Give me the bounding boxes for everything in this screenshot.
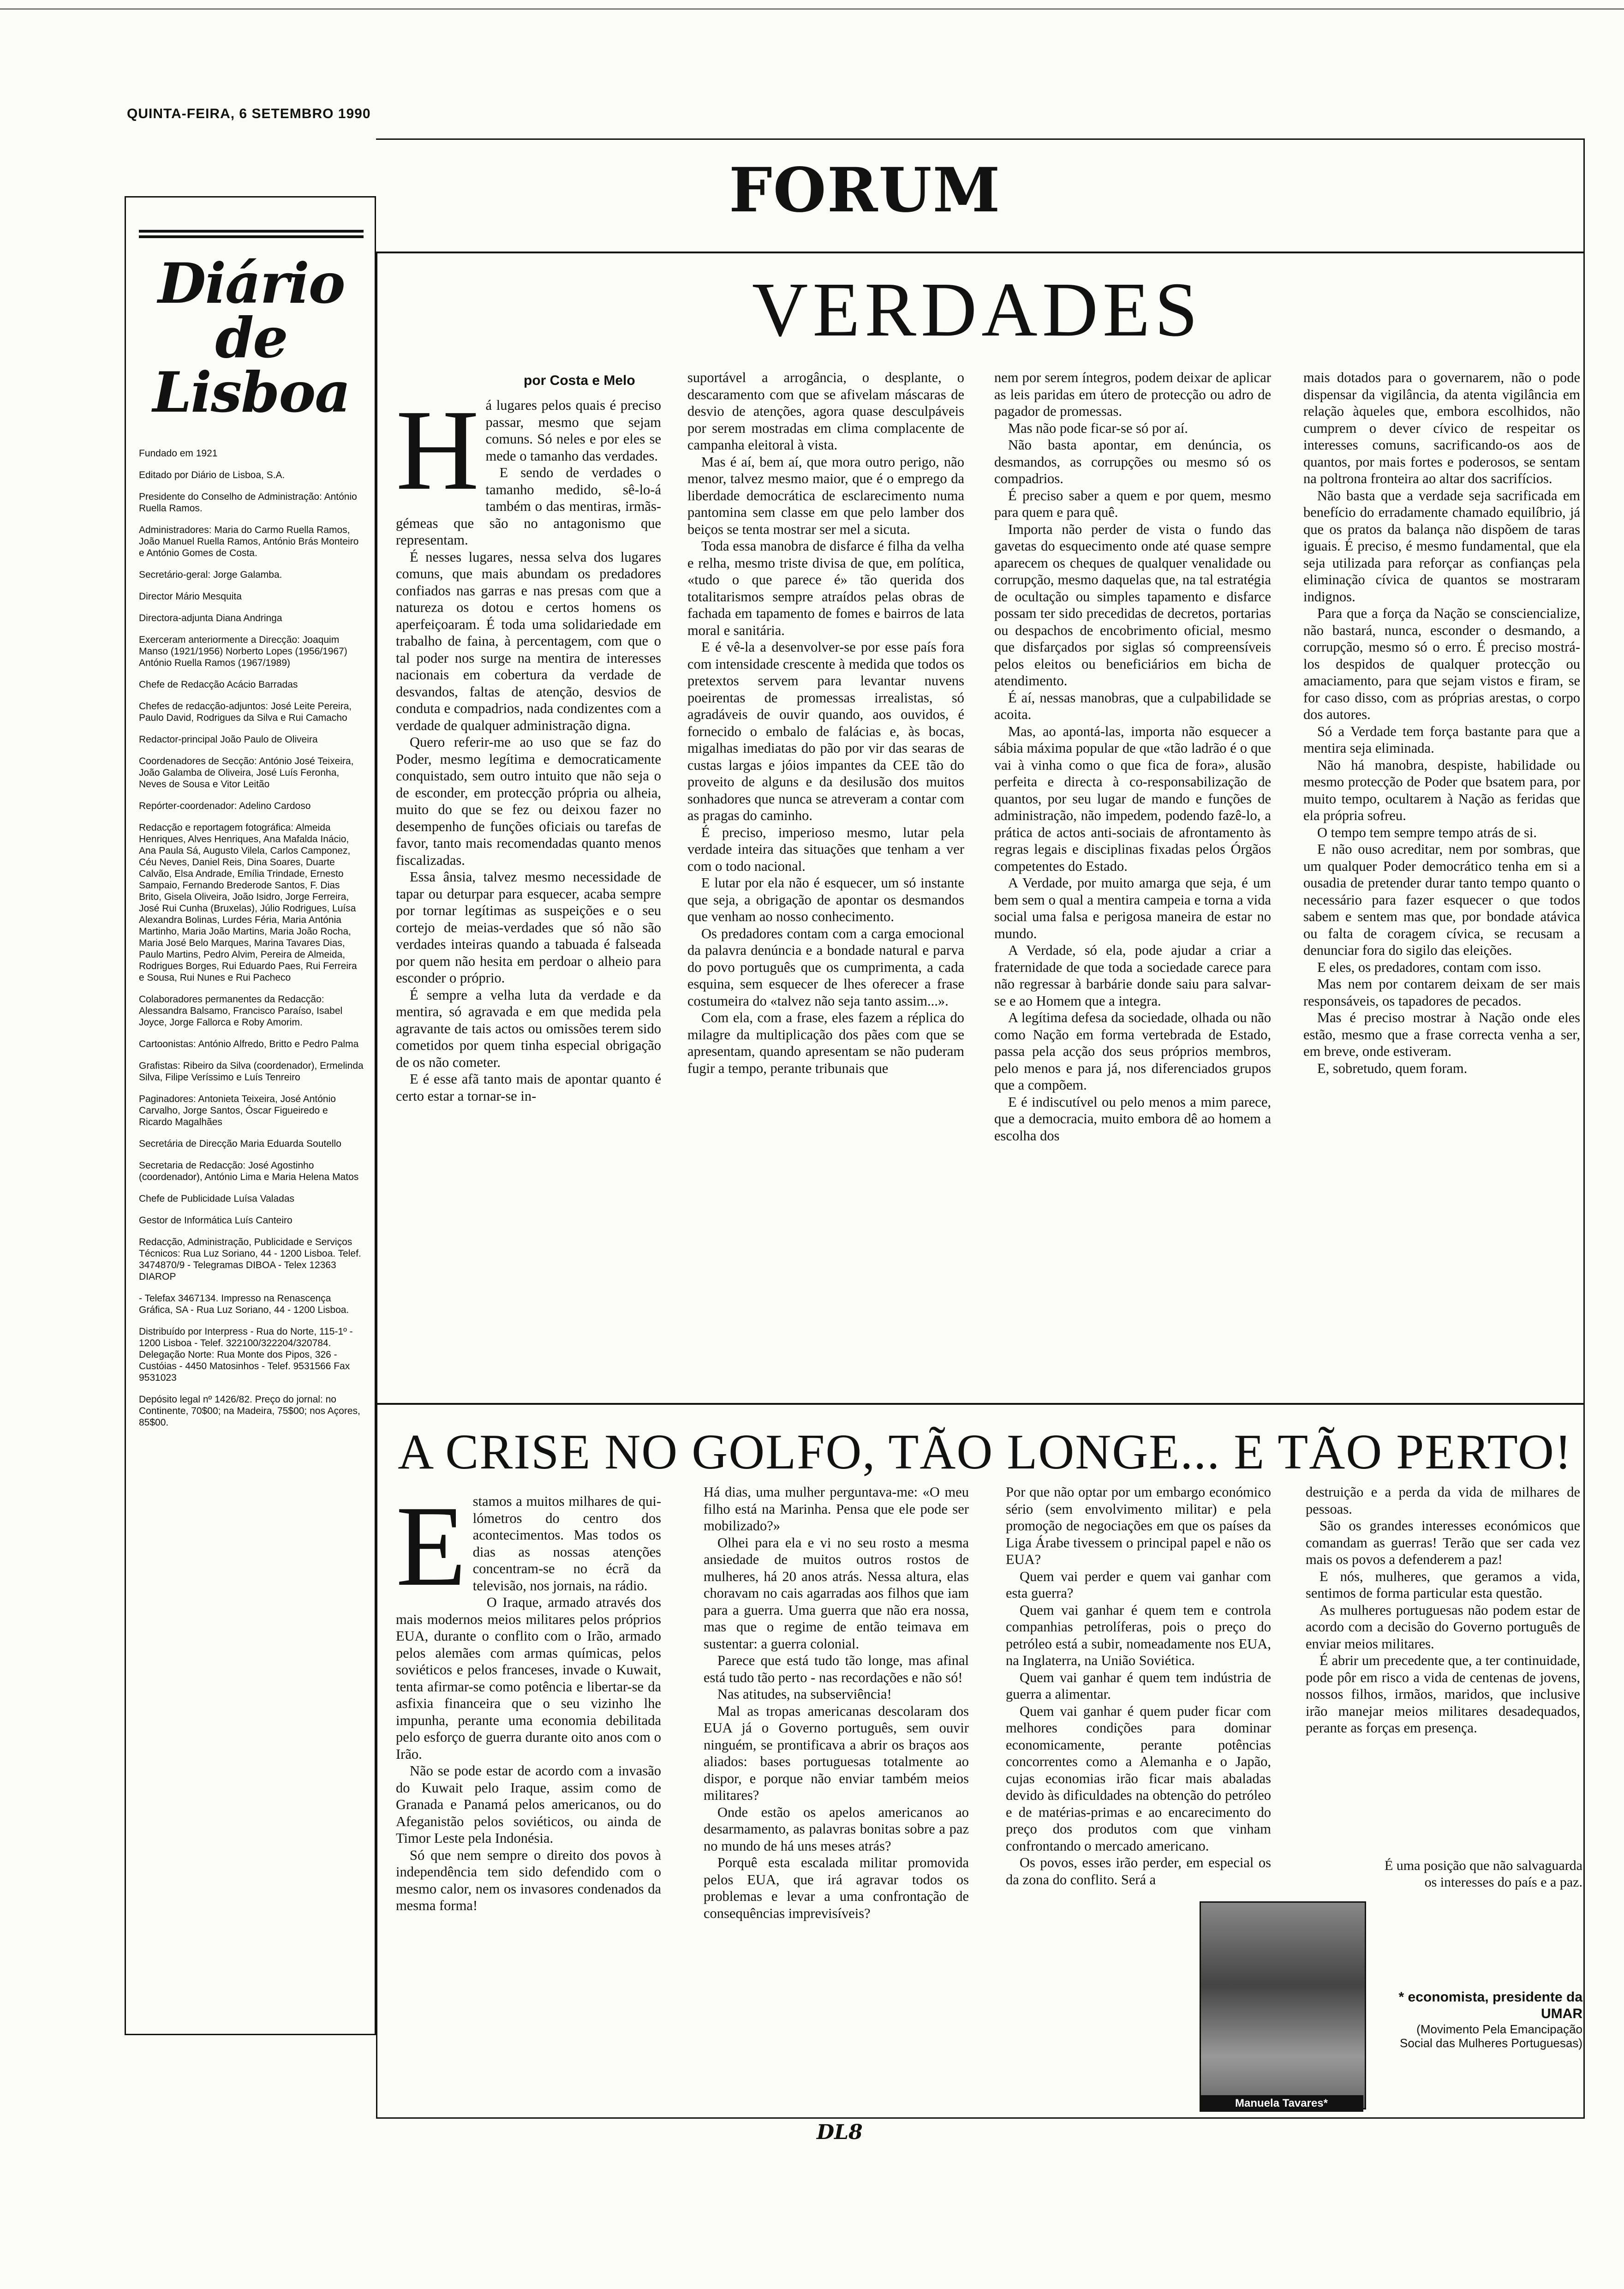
- paragraph: É aí, nessas manobras, que a culpabilidade se acoita.: [994, 689, 1271, 722]
- paragraph: Só que nem sempre o direito dos povos à independência tem sido defendido com o mesmo calor, nem os invasores condenados da mesma forma!: [396, 1847, 661, 1913]
- paragraph: A legítima defesa da sociedade, olhada ou não como Nação em forma vertebrada de Estado, passa pela acção dos seus próprios membros, pelo menos e para já, nos diferenciados grupos que a compõem.: [994, 1010, 1271, 1093]
- paragraph: nem por serem íntegros, podem deixar de aplicar as leis paridas em útero de protecção ou adro de pagador de promessas.: [994, 370, 1271, 419]
- article1-column-4: [1303, 369, 1580, 1077]
- paragraph: Quem vai ganhar é quem puder ficar com melhores condições para dominar economicamente, perante potências concorrentes como a Alemanha e o Japão, cujas economias irão ficar mais abaladas devido às dificuldades na obtenção do petróleo e de matérias-primas e ao encarecimento do preço dos produtos com que vinham confrontando o mercado americano.: [1006, 1703, 1271, 1854]
- article2-column-4: [1306, 1484, 1580, 1737]
- paragraph: mais dotados para o governarem, não o pode dispensar da vigilância, da atenta vigilância em relação àqueles que, embora escolhidos, não cumprem o dever cívico de respeitar os interesses comuns, sacrificando-os aos de quantos, por mais fortes e poderosos, se sentam na poltrona fronteira ao altar dos sacrifícios.: [1303, 370, 1580, 486]
- article1-byline: por Costa e Melo: [524, 373, 635, 388]
- masthead-staff-list: [139, 448, 364, 1428]
- article2-dropcap: E: [396, 1482, 466, 1610]
- newspaper-logo: Diário de Lisboa: [152, 251, 350, 425]
- masthead-line: Depósito legal nº 1426/82. Preço do jornal: no Continente, 70$00; na Madeira, 75$00; nos Açores, 85$00.: [139, 1394, 360, 1428]
- paragraph: á lugares pelos quais é preciso passar, mesmo que sejam comuns. Só neles e por eles se mede o tamanho das verdades.: [485, 397, 661, 464]
- article2-column-3: [1006, 1484, 1271, 1888]
- paragraph: Mas nem por contarem deixam de ser mais responsáveis, os tapadores de pecados.: [1303, 976, 1580, 1009]
- paragraph: As mulheres portuguesas não podem estar de acordo com a decisão do Governo português de enviar meios militares.: [1306, 1602, 1580, 1652]
- author-photo-caption: Manuela Tavares*: [1200, 2095, 1363, 2112]
- paragraph: E sendo de verdades o tamanho medido, sê-lo-á também o das mentiras, irmãs-gémeas que são no antagonismo que representam.: [396, 465, 661, 548]
- paragraph: Mas é preciso mostrar à Nação onde eles estão, mesmo que a frase correcta venha a ser, em breve, onde estiveram.: [1303, 1010, 1580, 1059]
- masthead-line: Editado por Diário de Lisboa, S.A.: [139, 470, 285, 480]
- author-note: [1384, 1989, 1582, 2050]
- masthead: [125, 196, 376, 2035]
- article-divider: [376, 1403, 1585, 1405]
- paragraph: Olhei para ela e vi no seu rosto a mesma ansiedade de muitos outros rostos de mulheres, há 20 anos atrás. Nessa altura, elas choravam no cais agarradas aos filhos que iam para a guerra. Uma guerra que não era nossa, mas que o regime de então teimava em sustentar: a guerra colonial.: [704, 1534, 969, 1652]
- masthead-line: Directora-adjunta Diana Andringa: [139, 613, 282, 623]
- masthead-line: Paginadores: Antonieta Teixeira, José António Carvalho, Jorge Santos, Óscar Figueiredo e Ricardo Magalhães: [139, 1094, 336, 1127]
- masthead-line: Redacção, Administração, Publicidade e Serviços Técnicos: Rua Luz Soriano, 44 - 1200 Lisboa. Telef. 3474870/9 - Telegramas DIBOA - Telex 12363 DIAROP: [139, 1237, 361, 1282]
- paragraph: E não ouso acreditar, nem por sombras, que um qualquer Poder democrático tenha em si a ousadia de pretender durar tanto tempo quanto o necessário para fazer esquecer o que todos sabem e sentem mas que, por bondade atávica ou falta de coragem cívica, se recusam a denunciar fora do sigilo das eleições.: [1303, 841, 1580, 958]
- paragraph: E nós, mulheres, que geramos a vida, sentimos de forma particular esta questão.: [1306, 1568, 1580, 1601]
- masthead-line: Gestor de Informática Luís Canteiro: [139, 1215, 293, 1226]
- paragraph: Onde estão os apelos americanos ao desarmamento, as palavras bonitas sobre a paz no mundo de há uns meses atrás?: [704, 1804, 969, 1854]
- author-photo: [1200, 1901, 1366, 2109]
- masthead-line: Grafistas: Ribeiro da Silva (coordenador), Ermelinda Silva, Filipe Veríssimo e Luís Tenreiro: [139, 1061, 364, 1083]
- paragraph: O Iraque, armado através dos mais modernos meios militares pelos próprios EUA, durante o conflito com o Irão, armado pelos alemães com armas químicas, pelos soviéticos e pelos franceses, invade o Kuwait, tenta afirmar-se como potência e libertar-se da asfixia financeira que o seu vizinho lhe impunha, perante uma economia debilitada pelo esforço de guerra durante oito anos com o Irão.: [396, 1594, 661, 1762]
- masthead-rule: [139, 230, 364, 233]
- paragraph: São os grandes interesses económicos que comandam as guerras! Terão que ser cada vez mais os povos a defenderem a paz!: [1306, 1518, 1580, 1567]
- paragraph: Não há manobra, despiste, habilidade ou mesmo protecção de Poder que bsatem para, por muito tempo, ocultarem à Nação as feridas que ela própria sofreu.: [1303, 757, 1580, 823]
- paragraph: E, sobretudo, quem foram.: [1317, 1060, 1468, 1076]
- paragraph: É preciso, imperioso mesmo, lutar pela verdade inteira das situações que tenham a ver com o todo nacional.: [687, 824, 964, 874]
- paragraph: O tempo tem sempre tempo atrás de si.: [1317, 824, 1537, 840]
- masthead-line: Presidente do Conselho de Administração: António Ruella Ramos.: [139, 491, 357, 514]
- paragraph: Há dias, uma mulher perguntava-me: «O meu filho está na Marinha. Pensa que ele pode ser mobilizado?»: [704, 1484, 969, 1534]
- masthead-line: Redactor-principal João Paulo de Oliveira: [139, 734, 318, 745]
- paragraph: Quem vai ganhar é quem tem e controla companhias petrolíferas, pois o preço do petróleo está a subir, nomeadamente nos EUA, na Inglaterra, na União Soviética.: [1006, 1602, 1271, 1668]
- section-title: FORUM: [729, 155, 1001, 226]
- paragraph: Para que a força da Nação se consciencialize, não bastará, nunca, esconder o desmando, a corrupção, mesmo só o erro. É preciso mostrá-los despidos de qualquer protecção ou amaciamento, para que sejam vistos e firam, se for caso disso, com as próprias arestas, o corpo dos autores.: [1303, 605, 1580, 722]
- paragraph: Essa ânsia, talvez mesmo necessidade de tapar ou deturpar para esquecer, acaba sempre por tornar legítimas as suspeições e o seu cortejo de meias-verdades que só não são verdades inteiras quando a tabuada é falseada por quem não hesita em perdoar o alheio para esconder o próprio.: [396, 869, 661, 986]
- paragraph: suportável a arrogância, o desplante, o descaramento com que se afivelam máscaras de desvio de atenções, agora quase desculpáveis por serem mostradas em clima complacente de campanha eleitoral à vista.: [687, 370, 964, 453]
- paragraph: É nesses lugares, nessa selva dos lugares comuns, que mais abundam os predadores confiados nas garras e nas presas com que a natureza os dotou e certos homens os aperfeiçoaram. É toda uma solidariedade em trabalho de faina, à percentagem, com que o tal poder nos surge na mentira de interesses nacionais em cobertura da verdade de desvandos, faltas de atenção, desvios de conduta e compadrios, nada condizentes com a verdade de qualquer administração digna.: [396, 549, 661, 733]
- paragraph: stamos a muitos milhares de qui-lómetros do centro dos acontecimentos. Mas todos os dias as nossas atenções concentram-se no écrã da televisão, nos jornais, na rádio.: [472, 1493, 661, 1594]
- paragraph: Os predadores contam com a carga emocional da palavra denúncia e a bondade natural e parva do povo português que os cumprimenta, a cada esquina, sem esquecer de lhes oferecer a frase costumeira do «talvez não seja tanto assim...».: [687, 925, 964, 1009]
- article2-column-2: [704, 1484, 969, 1922]
- masthead-line: Coordenadores de Secção: António José Teixeira, João Galamba de Oliveira, José Luís Feronha, Neves de Sousa e Vitor Leitão: [139, 756, 354, 790]
- paragraph: A Verdade, por muito amarga que seja, é um bem sem o qual a mentira campeia e torna a vida social uma falsa e perigosa maneira de estar no mundo.: [994, 875, 1271, 941]
- paragraph: Mal as tropas americanas descolaram dos EUA já o Governo português, sem ouvir ninguém, se prontificava a abrir os braços aos aliados: bases portuguesas totalmente ao dispor, e porque não enviar também meios militares?: [704, 1703, 969, 1803]
- article1-column-2: [687, 369, 964, 1077]
- masthead-line: Repórter-coordenador: Adelino Cardoso: [139, 801, 311, 811]
- masthead-line: Chefe de Publicidade Luísa Valadas: [139, 1193, 295, 1204]
- paragraph: Só a Verdade tem força bastante para que a mentira seja eliminada.: [1303, 723, 1580, 756]
- article2-title: A CRISE NO GOLFO, TÃO LONGE... E TÃO PERTO!: [398, 1425, 1572, 1480]
- paragraph: Não basta apontar, em denúncia, os desmandos, as corrupções ou mesmo só os compadrios.: [994, 437, 1271, 486]
- dateline: QUINTA-FEIRA, 6 SETEMBRO 1990: [127, 106, 371, 121]
- paragraph: Quem vai ganhar é quem tem indústria de guerra a alimentar.: [1006, 1669, 1271, 1702]
- article1-dropcap: H: [396, 386, 479, 514]
- paragraph: Não se pode estar de acordo com a invasão do Kuwait pelo Iraque, assim como de Granada e Panamá pelos americanos, ou do Afeganistão pelos soviéticos, ou ainda de Timor Leste pela Indonésia.: [396, 1763, 661, 1846]
- article2-closing: É uma posição que não salvaguarda os interesses do país e a paz.: [1384, 1858, 1582, 1890]
- paragraph: Importa não perder de vista o fundo das gavetas do esquecimento onde até quase sempre aparecem os cheques de qualquer venalidade ou corrupção, mesmo daquelas que, na tal estratégia de ocultação ou simples tapamento e disfarce possam ter sido precedidas de decretos, portarias ou despachos de encobrimento oficial, mesmo que disfarçados por siglas só compreensíveis pelos eleitos ou beneficiários em bicha de atendimento.: [994, 521, 1271, 689]
- paragraph: Toda essa manobra de disfarce é filha da velha e relha, mesmo triste divisa de que, em política, «tudo o que parece é» tão querida dos totalitarismos sempre atraídos pelas obras de fachada em tapamento de fomes e bairros de lata moral e sanitária.: [687, 538, 964, 638]
- paragraph: Quero referir-me ao uso que se faz do Poder, mesmo legítima e democraticamente conquistado, sem outro intuito que não seja o de esconder, em protecção própria ou alheia, muito do que se fez ou deixou fazer no desempenho de funções oficiais ou tarefas de favor, tanto mais recomendadas quanto menos fiscalizadas.: [396, 734, 661, 868]
- masthead-line: Colaboradores permanentes da Redacção: Alessandra Balsamo, Francisco Paraíso, Isabel Joyce, Jorge Fallorca e Roby Amorim.: [139, 994, 343, 1028]
- masthead-line: Chefe de Redacção Acácio Barradas: [139, 679, 298, 690]
- paragraph: A Verdade, só ela, pode ajudar a criar a fraternidade de que toda a sociedade carece para não regressar à barbárie donde saiu para salvar-se e ao Homem que a integra.: [994, 942, 1271, 1009]
- paragraph: Por que não optar por um embargo económico sério (sem envolvimento militar) e pela promoção de negociações em que os países da Liga Árabe tivessem o principal papel e não os EUA?: [1006, 1484, 1271, 1567]
- masthead-line: Exerceram anteriormente a Direcção: Joaquim Manso (1921/1956) Norberto Lopes (1956/1967) António Ruella Ramos (1967/1989): [139, 635, 347, 668]
- masthead-line: Secretária de Direcção Maria Eduarda Soutello: [139, 1139, 341, 1149]
- paragraph: destruição e a perda da vida de milhares de pessoas.: [1306, 1484, 1580, 1517]
- masthead-rule: [139, 235, 364, 238]
- article1-column-1: [396, 386, 661, 1104]
- paragraph: Os povos, esses irão perder, em especial os da zona do conflito. Será a: [1006, 1855, 1271, 1888]
- frame-left-rule: [376, 252, 377, 2118]
- paragraph: Mas, ao apontá-las, importa não esquecer a sábia máxima popular de que «tão ladrão é o que vai à vinha como o que fica de fora», alusão perfeita e directa à co-responsabilização de quantos, por seu lugar de mando e funções de administração, não impedem, podendo fazê-lo, a prática de actos anti-sociais de afrontamento às regras legais e disciplinas fixadas pelos Órgãos competentes do Estado.: [994, 723, 1271, 874]
- masthead-line: Cartoonistas: António Alfredo, Britto e Pedro Palma: [139, 1039, 359, 1049]
- masthead-line: Chefes de redacção-adjuntos: José Leite Pereira, Paulo David, Rodrigues da Silva e Rui Camacho: [139, 701, 352, 723]
- masthead-line: - Telefax 3467134. Impresso na Renascença Gráfica, SA - Rua Luz Soriano, 44 - 1200 Lisboa.: [139, 1293, 349, 1315]
- masthead-line: Distribuído por Interpress - Rua do Norte, 115-1º - 1200 Lisboa - Telef. 322100/322204/320784. Delegação Norte: Rua Monte dos Pipos, 326 - Custóias - 4450 Matosinhos - Telef. 9531566 Fax 9531023: [139, 1326, 353, 1383]
- paragraph: Não basta que a verdade seja sacrificada em benefício do erradamente chamado equilíbrio, já que os pratos da balança não dispõem de taras iguais. É preciso, é mesmo fundamental, que ela seja utilizada para reforçar as confianças pela eliminação cívica de quantos se mostraram indignos.: [1303, 487, 1580, 605]
- paragraph: É preciso saber a quem e por quem, mesmo para quem e para quê.: [994, 487, 1271, 520]
- page-number: DL8: [817, 2121, 863, 2144]
- masthead-line: Secretário-geral: Jorge Galamba.: [139, 569, 282, 580]
- paragraph: E é vê-la a desenvolver-se por esse país fora com intensidade crescente à medida que todos os pretextos servem para levantar nuvens poeirentas de promessas irrealistas, só agradáveis de ouvir quando, aos ouvidos, é fornecido o embalo de falácias e, às bocas, migalhas imediatas do pão por vir das searas de custas largas e jóios impantes da CEE tão do proveito de alguns e da desilusão dos muitos sonhadores que nunca se atreveram a contar com as pragas do caminho.: [687, 639, 964, 823]
- paragraph: Mas é aí, bem aí, que mora outro perigo, não menor, talvez mesmo maior, que é o emprego da liberdade democrática de esclarecimento numa pantomina sem classe em que pelo lamber dos beiços se tenta mostrar ser mel a sicuta.: [687, 454, 964, 537]
- paragraph: Quem vai perder e quem vai ganhar com esta guerra?: [1006, 1568, 1271, 1601]
- masthead-line: Redacção e reportagem fotográfica: Almeida Henriques, Alves Henriques, Ana Mafalda Inácio, Ana Paula Sá, Augusto Vilela, Carlos Camponez, Céu Neves, Daniel Reis, Dina Soares, Duarte Calvão, Elsa Andrade, Emília Trindade, Ernesto Sampaio, Fernando Brederode Santos, F. Dias Brito, Gisela Oliveira, João Isidro, Jorge Ferreira, José Rui Cunha (Bruxelas), Júlio Rodrigues, Luísa Alexandra Bolinas, Lurdes Féria, Maria Antónia Martinho, Maria João Martins, Maria João Rocha, Maria José Belo Marques, Marina Tavares Dias, Paulo Martins, Pedro Alvim, Pereira de Almeida, Rodrigues Borges, Rui Eduardo Paes, Rui Ferreira e Sousa, Rui Nunes e Rui Pacheco: [139, 822, 357, 983]
- frame-top-rule: [376, 138, 1585, 140]
- masthead-line: Fundado em 1921: [139, 448, 218, 459]
- paragraph: É sempre a velha luta da verdade e da mentira, só agravada e em que medida pela agravante de tais actos ou omissões terem sido cometidos por quem tinha especial obrigação de os não cometer.: [396, 987, 661, 1070]
- masthead-line: Administradores: Maria do Carmo Ruella Ramos, João Manuel Ruella Ramos, António Brás Monteiro e António Gomes de Costa.: [139, 525, 359, 558]
- author-role: * economista, presidente da UMAR: [1398, 1989, 1582, 2021]
- paragraph: E lutar por ela não é esquecer, um só instante que seja, a obrigação de apontar os desmandos que venham ao nosso conhecimento.: [687, 875, 964, 924]
- paragraph: Com ela, com a frase, eles fazem a réplica do milagre da multiplicação dos pães com que se apresentam, quando apresentam se não puderam fugir a tempo, perante tribunais que: [687, 1010, 964, 1076]
- paragraph: Mas não pode ficar-se só por aí.: [1008, 420, 1188, 436]
- masthead-line: Director Mário Mesquita: [139, 591, 242, 602]
- article1-column-3: [994, 369, 1271, 1144]
- paragraph: Nas atitudes, na subserviência!: [717, 1686, 892, 1702]
- paragraph: E é esse afã tanto mais de apontar quanto é certo estar a tornar-se in-: [396, 1071, 661, 1104]
- forum-underline: [376, 252, 1585, 253]
- masthead-line: Secretaria de Redacção: José Agostinho (coordenador), António Lima e Maria Helena Matos: [139, 1160, 359, 1182]
- author-org: (Movimento Pela Emancipação Social das Mulheres Portuguesas): [1400, 2022, 1582, 2050]
- article1-title: VERDADES: [752, 267, 1203, 353]
- paragraph: E é indiscutível ou pelo menos a mim parece, que a democracia, muito embora dê ao homem a escolha dos: [994, 1094, 1271, 1144]
- paragraph: Parece que está tudo tão longe, mas afinal está tudo tão perto - nas recordações e não só!: [704, 1653, 969, 1685]
- frame-bottom-rule: [376, 2117, 1585, 2119]
- paragraph: Porquê esta escalada militar promovida pelos EUA, que irá agravar todos os problemas e levar a uma confrontação de consequências imprevisíveis?: [704, 1855, 969, 1921]
- top-rule: [0, 8, 1624, 10]
- paragraph: E eles, os predadores, contam com isso.: [1317, 959, 1541, 975]
- article2-column-1: [396, 1482, 661, 1914]
- frame-right-rule: [1583, 138, 1585, 2118]
- paragraph: É abrir um precedente que, a ter continuidade, pode pôr em risco a vida de centenas de jovens, nossos filhos, irmãos, maridos, que inclusive irão manejar meios militares desadequados, perante as forças em presença.: [1306, 1653, 1580, 1736]
